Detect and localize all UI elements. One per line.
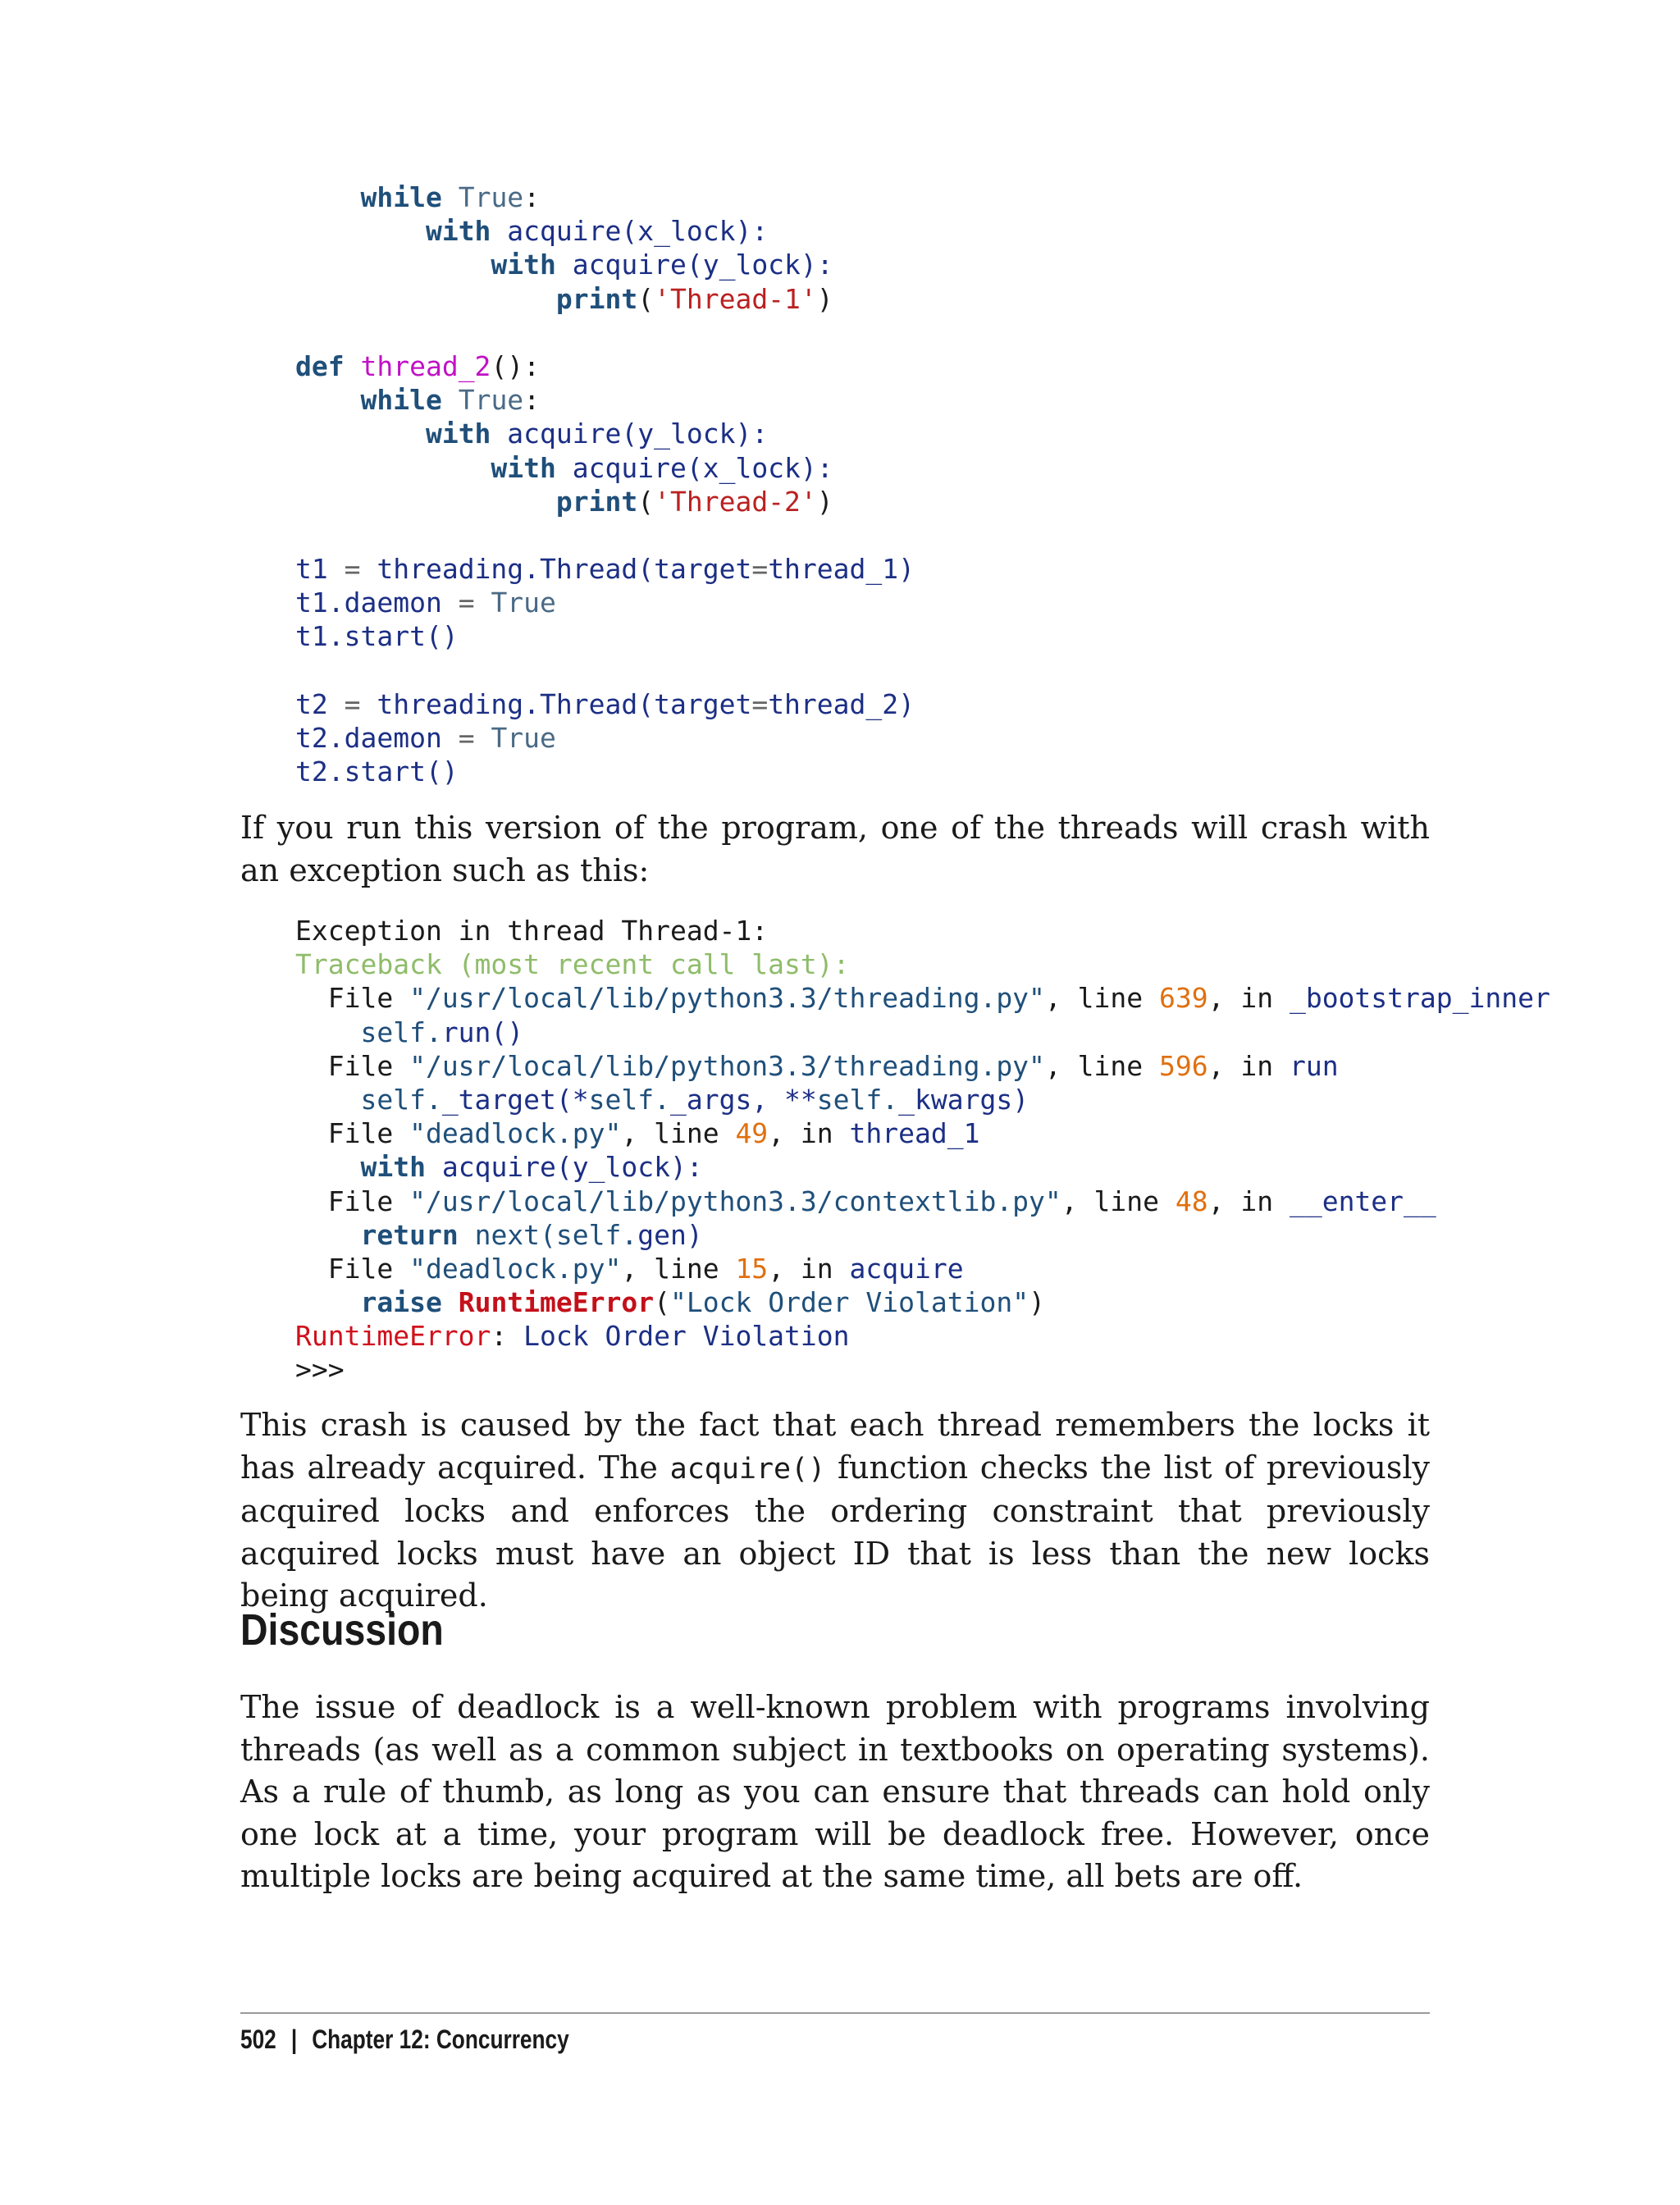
code-token: RuntimeError xyxy=(295,1320,491,1353)
code-block-traceback-line xyxy=(295,1252,1550,1285)
code-block-threads-line xyxy=(295,518,915,552)
footer-separator: | xyxy=(290,2025,298,2054)
code-block-threads-line xyxy=(295,451,915,485)
section-heading-discussion: Discussion xyxy=(240,1605,444,1655)
code-block-threads xyxy=(295,180,915,788)
code-token xyxy=(295,283,556,315)
code-token: with xyxy=(425,418,491,450)
paragraph-text-before-code: This crash is caused by the fact that each thread remembers the locks it has already acquired. The xyxy=(240,1407,1430,1486)
code-block-traceback-line xyxy=(295,914,1550,947)
code-token: 'Thread-2' xyxy=(654,485,817,518)
code-token: self. xyxy=(816,1083,899,1116)
code-token: ) xyxy=(816,485,833,518)
code-token: self. xyxy=(555,1218,638,1251)
code-token: threading.Thread(target xyxy=(360,687,752,720)
code-token: with xyxy=(491,451,556,484)
code-token: print xyxy=(555,485,638,518)
code-token: True xyxy=(491,722,556,754)
code-block-traceback-line xyxy=(295,1083,1550,1116)
code-token: t2.start() xyxy=(295,756,459,788)
code-token: : xyxy=(491,1320,524,1353)
code-token: acquire(x_lock): xyxy=(491,215,769,248)
code-token: self. xyxy=(588,1083,670,1116)
code-token: _bootstrap_inner xyxy=(1289,982,1550,1015)
code-token xyxy=(295,215,426,247)
code-token: while xyxy=(360,384,442,417)
code-token xyxy=(295,1151,360,1183)
code-token xyxy=(295,1219,360,1251)
code-token: , line xyxy=(621,1117,736,1150)
code-token: = xyxy=(751,687,769,720)
code-block-traceback-line xyxy=(295,1185,1550,1218)
inline-code-acquire: acquire() xyxy=(669,1452,826,1486)
code-token: next( xyxy=(458,1218,556,1251)
code-token: = xyxy=(344,553,361,586)
code-token: t2.daemon xyxy=(295,722,459,754)
code-token: acquire(y_lock): xyxy=(555,249,833,281)
code-token: 'Thread-1' xyxy=(654,282,817,315)
code-token xyxy=(442,181,459,213)
code-token: File xyxy=(295,1185,410,1217)
code-token: with xyxy=(360,1151,426,1184)
code-token: raise xyxy=(360,1286,442,1319)
code-token: 48 xyxy=(1175,1185,1208,1217)
paragraph-exception-intro: If you run this version of the program, one of the threads will crash with an exception such as this: xyxy=(240,810,1430,888)
code-token: threading.Thread(target xyxy=(360,553,752,586)
code-token: "Lock Order Violation" xyxy=(670,1286,1029,1319)
code-block-threads-line xyxy=(295,349,915,383)
code-token: with xyxy=(425,215,491,248)
code-token: = xyxy=(751,553,769,586)
code-token: with xyxy=(491,249,556,281)
code-block-traceback xyxy=(295,914,1550,1387)
code-token: acquire xyxy=(849,1252,964,1285)
paragraph-crash-explanation xyxy=(240,1404,1430,1618)
code-token: while xyxy=(360,181,442,213)
code-block-traceback-line xyxy=(295,1353,1550,1386)
code-token xyxy=(295,249,491,281)
code-token: , line xyxy=(1044,982,1159,1015)
code-token xyxy=(475,587,491,619)
code-token: ( xyxy=(637,485,655,518)
code-token: , line xyxy=(1061,1185,1176,1217)
code-block-traceback-line xyxy=(295,1218,1550,1252)
code-token: t1.daemon xyxy=(295,587,459,619)
code-token: run xyxy=(1289,1049,1339,1082)
code-token: thread_2 xyxy=(360,349,491,382)
code-block-threads-line xyxy=(295,552,915,586)
code-token: _args, ** xyxy=(669,1083,817,1116)
code-token: 15 xyxy=(735,1252,769,1285)
code-token: File xyxy=(295,982,410,1015)
code-token: File xyxy=(295,1049,410,1082)
code-token: = xyxy=(458,587,475,619)
code-token: __enter__ xyxy=(1289,1185,1436,1217)
code-token xyxy=(295,181,360,213)
code-token: Traceback (most recent call last): xyxy=(295,948,850,981)
code-block-threads-line xyxy=(295,654,915,687)
code-block-traceback-line xyxy=(295,1049,1550,1083)
code-token: = xyxy=(344,687,361,720)
code-token: t1.start() xyxy=(295,620,459,653)
code-token: t1 xyxy=(295,553,345,586)
code-block-traceback-line xyxy=(295,981,1550,1015)
code-token: Exception in thread Thread-1: xyxy=(295,915,769,947)
code-block-threads-line xyxy=(295,586,915,619)
code-block-traceback-line xyxy=(295,1116,1550,1150)
code-token: thread_2) xyxy=(768,687,915,720)
code-block-threads-line xyxy=(295,755,915,788)
code-block-threads-line xyxy=(295,214,915,248)
code-block-traceback-line xyxy=(295,1319,1550,1353)
code-token xyxy=(295,418,426,450)
code-token xyxy=(442,384,459,416)
code-block-threads-line xyxy=(295,316,915,349)
code-token: True xyxy=(458,181,524,213)
code-block-threads-line xyxy=(295,282,915,316)
code-token: self. xyxy=(295,1016,442,1048)
code-token xyxy=(295,1286,360,1318)
code-token xyxy=(475,722,491,754)
code-token: return xyxy=(360,1218,459,1251)
code-token xyxy=(345,350,361,382)
code-block-traceback-line xyxy=(295,947,1550,981)
code-token: acquire(x_lock): xyxy=(555,451,833,484)
code-token: , in xyxy=(1208,1185,1290,1217)
code-token: RuntimeError xyxy=(458,1286,655,1319)
code-token: , line xyxy=(621,1252,736,1285)
code-token: 49 xyxy=(735,1117,769,1150)
chapter-title: Chapter 12: Concurrency xyxy=(312,2025,569,2054)
code-token: 639 xyxy=(1159,982,1208,1015)
code-token: File xyxy=(295,1117,410,1150)
code-token: , in xyxy=(768,1252,850,1285)
code-token: "/usr/local/lib/python3.3/contextlib.py" xyxy=(409,1185,1061,1217)
code-token xyxy=(295,486,556,518)
code-token: , line xyxy=(1044,1049,1159,1082)
code-block-threads-line xyxy=(295,180,915,214)
code-token: 596 xyxy=(1159,1049,1208,1082)
code-token: "deadlock.py" xyxy=(409,1117,622,1150)
code-block-traceback-line xyxy=(295,1285,1550,1319)
code-token: ( xyxy=(637,282,655,315)
code-token: File xyxy=(295,1252,410,1285)
code-block-traceback-line xyxy=(295,1016,1550,1049)
code-block-threads-line xyxy=(295,619,915,653)
code-token: _kwargs) xyxy=(898,1083,1029,1116)
code-token: run() xyxy=(441,1016,524,1048)
code-token: gen) xyxy=(637,1218,703,1251)
paragraph-discussion: The issue of deadlock is a well-known problem with programs involving threads (as well as a common subject in textbooks on operating systems). As a rule of thumb, as long as you can ensure that threads can hold only one lock at a time, your program will be deadlock free. However, once multiple locks are being acquired at the same time, all bets are off. xyxy=(240,1689,1430,1894)
code-token xyxy=(295,384,360,416)
code-token: >>> xyxy=(295,1354,345,1386)
code-token: acquire(y_lock): xyxy=(425,1151,703,1184)
code-token: "/usr/local/lib/python3.3/threading.py" xyxy=(409,982,1045,1015)
code-block-threads-line xyxy=(295,721,915,755)
code-token xyxy=(442,1286,459,1318)
code-token: acquire(y_lock): xyxy=(491,418,769,450)
footer-rule xyxy=(240,2012,1430,2014)
code-token: Lock Order Violation xyxy=(523,1320,850,1353)
code-token: "deadlock.py" xyxy=(409,1252,622,1285)
code-block-traceback-line xyxy=(295,1150,1550,1184)
code-block-threads-line xyxy=(295,383,915,417)
code-block-threads-line xyxy=(295,417,915,450)
paragraph-text-after-code: function checks the list of previously acquired locks and enforces the ordering constraint that previously acquired locks must have an object ID that is less than the new locks being acquired. xyxy=(240,1449,1430,1614)
code-token: True xyxy=(491,587,556,619)
code-token: thread_1) xyxy=(768,553,915,586)
code-token: thread_1 xyxy=(849,1117,980,1150)
code-token xyxy=(295,452,491,484)
code-token: , in xyxy=(1208,982,1290,1015)
code-token: t2 xyxy=(295,687,345,720)
code-token: (): xyxy=(491,349,541,382)
code-token: def xyxy=(295,349,345,382)
code-block-threads-line xyxy=(295,687,915,721)
page-number: 502 xyxy=(240,2025,276,2054)
code-token: _target(* xyxy=(441,1083,589,1116)
code-block-threads-line xyxy=(295,485,915,518)
code-block-threads-line xyxy=(295,248,915,281)
code-token: : xyxy=(523,181,541,213)
code-token: ) xyxy=(816,282,833,315)
code-token: ( xyxy=(654,1286,670,1319)
code-token: ) xyxy=(1029,1286,1045,1319)
code-token: True xyxy=(458,384,524,417)
code-token: , in xyxy=(768,1117,850,1150)
code-token: = xyxy=(458,722,475,754)
code-token: , in xyxy=(1208,1049,1290,1082)
code-token: print xyxy=(555,282,638,315)
code-token: self. xyxy=(295,1083,442,1116)
code-token: : xyxy=(523,384,541,417)
page-footer xyxy=(240,2023,569,2056)
code-token: "/usr/local/lib/python3.3/threading.py" xyxy=(409,1049,1045,1082)
